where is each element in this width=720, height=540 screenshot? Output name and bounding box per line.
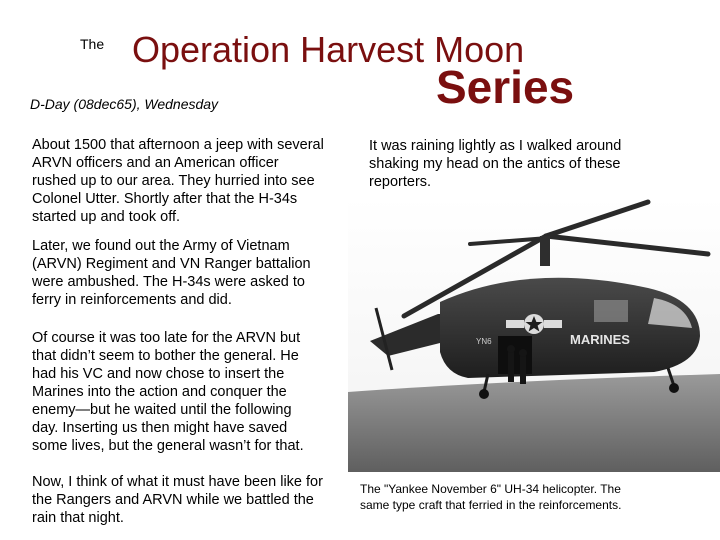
paragraph-reflection: Now, I think of what it must have been like for the Rangers and ARVN while we battled the rain that night. bbox=[32, 474, 323, 526]
paragraph-ambush: Later, we found out the Army of Vietnam (ARVN) Regiment and VN Ranger battalion were ambushed. The H-34s were asked to ferry in reinforcements and did. bbox=[32, 238, 311, 308]
title-prefix: The bbox=[80, 36, 105, 52]
series-label: Series bbox=[436, 61, 575, 113]
date-subtitle: D-Day (08dec65), Wednesday bbox=[30, 96, 219, 112]
tail-code: YN6 bbox=[476, 337, 492, 346]
helicopter-photo bbox=[348, 196, 720, 472]
paragraph-reporters: It was raining lightly as I walked around shaking my head on the antics of these reporters. bbox=[369, 138, 622, 190]
photo-caption: The "Yankee November 6" UH-34 helicopter. The same type craft that ferried in the reinforcements. bbox=[360, 482, 622, 512]
paragraph-general: Of course it was too late for the ARVN but that didn’t seem to bother the general. He had his VC and now chose to insert the Marines into the action and conquer the enemy—but he waited until the following day. Inserting us then might have saved some lives, but the general wasn’t for that. bbox=[32, 330, 304, 454]
paragraph-jeep-arrival: About 1500 that afternoon a jeep with several ARVN officers and an American officer rushed up to our area. They hurried into see Colonel Utter. Shortly after that the H-34s started up and took off. bbox=[32, 137, 324, 225]
page-title: Operation Harvest Moon bbox=[132, 29, 525, 70]
fuselage-lettering: MARINES bbox=[570, 332, 630, 347]
